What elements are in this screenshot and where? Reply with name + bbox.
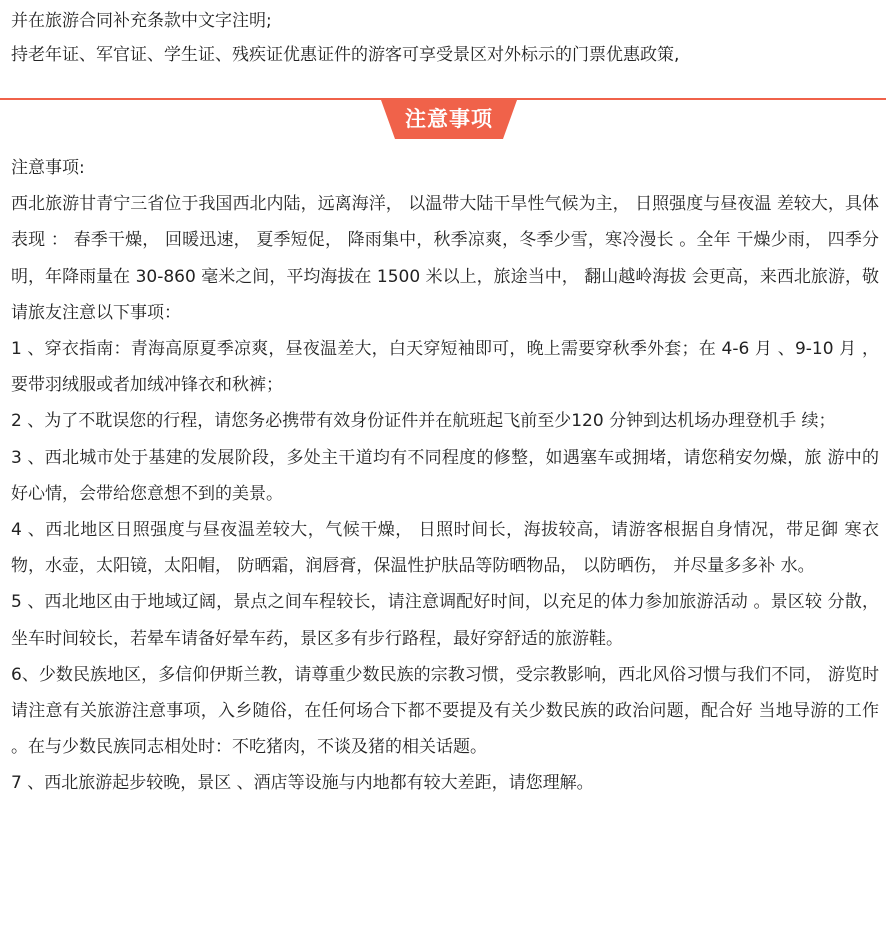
intro-line-contract-note: 并在旅游合同补充条款中文字注明; xyxy=(11,11,272,31)
notes-item-ethnic-customs: 6、少数民族地区，多信仰伊斯兰教，请尊重少数民族的宗教习惯，受宗教影响，西北风俗习惯与我们不同， 游览时请注意有关旅游注意事项，入乡随俗，在任何场合下都不要提及有关少数民族的政治问题，配合好 当地导游的工作 。在与少数民族同志相处时：不吃猪肉，不谈及猪的相关话题。 xyxy=(11,664,879,758)
notes-item-id-documents: 2 、为了不耽误您的行程，请您务必携带有效身份证件并在航班起飞前至少120 分钟到达机场办理登机手 续； xyxy=(11,411,836,432)
intro-text xyxy=(11,4,881,72)
notes-content xyxy=(11,150,879,802)
section-title: 注意事项 xyxy=(405,107,493,131)
notes-item-traffic: 3 、西北城市处于基建的发展阶段，多处主干道均有不同程度的修整，如遇塞车或拥堵，请您稍安勿燥，旅 游中的好心情，会带给您意想不到的美景。 xyxy=(11,447,879,504)
notes-item-clothing: 1 、穿衣指南：青海高原夏季凉爽，昼夜温差大，白天穿短袖即可，晚上需要穿秋季外套；在 4-6 月 、9-10 月 ，要带羽绒服或者加绒冲锋衣和秋裤； xyxy=(11,339,879,396)
notes-item-sun-protection: 4 、西北地区日照强度与昼夜温差较大，气候干燥， 日照时间长，海拔较高，请游客根据自身情况，带足御 寒衣物，水壶，太阳镜，太阳帽， 防晒霜，润唇膏，保温性护肤品等防晒物品， 以防晒伤， 并尽量多多补 水。 xyxy=(11,520,879,577)
notes-item-travel-time: 5 、西北地区由于地域辽阔，景点之间车程较长，请注意调配好时间，以充足的体力参加旅游活动 。景区较 分散，坐车时间较长，若晕车请备好晕车药，景区多有步行路程，最好穿舒适的旅游鞋。 xyxy=(11,592,879,649)
section-header-notes xyxy=(381,100,517,139)
notes-paragraph-climate: 西北旅游甘青宁三省位于我国西北内陆，远离海洋， 以温带大陆干旱性气候为主， 日照强度与昼夜温 差较大，具体表现 ： 春季干燥， 回暖迅速， 夏季短促， 降雨集中，秋季凉爽，冬季少雪，寒冷漫长 。全年 干燥少雨， 四季分明，年降雨量在 30-860 毫米之间，平均海拔在 1500 米以上，旅途当中， 翻山越岭海拔 会更高，来西北旅游，敬请旅友注意以下事项： xyxy=(11,194,879,323)
notes-heading: 注意事项: xyxy=(11,158,85,178)
intro-line-discount-policy: 持老年证、军官证、学生证、残疾证优惠证件的游客可享受景区对外标示的门票优惠政策, xyxy=(11,45,680,65)
notes-item-facilities: 7 、西北旅游起步较晚，景区 、酒店等设施与内地都有较大差距，请您理解。 xyxy=(11,773,594,794)
